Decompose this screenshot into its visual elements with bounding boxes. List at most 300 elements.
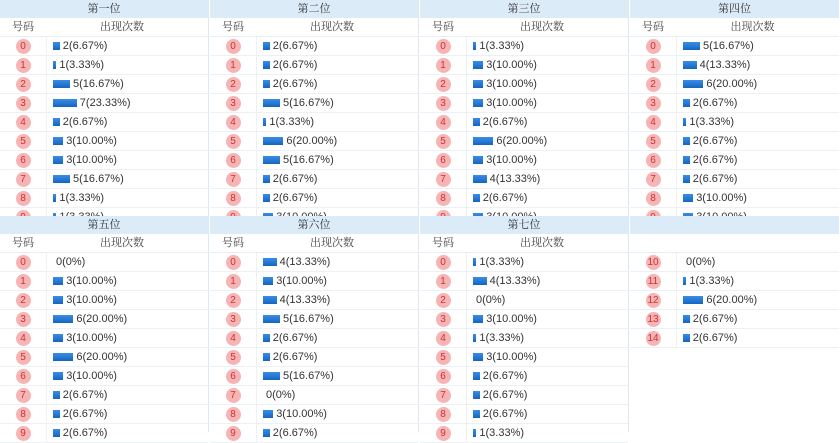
count-value: 2(6.67%) [272,351,318,363]
count-value: 3(10.00%) [486,313,537,325]
count-value: 5(16.67%) [283,370,334,382]
count-value: 3(10.00%) [66,370,117,382]
count-bar [263,258,277,266]
count-value: 2(6.67%) [272,59,318,71]
number-ball: 3 [436,312,451,327]
count-value: 3(10.00%) [696,192,747,204]
position-panel [420,216,629,439]
count-value: 2(6.67%) [272,427,318,439]
count-bar [263,118,266,126]
number-ball: 8 [646,191,661,206]
count-bar [53,277,63,285]
count-value: 2(6.67%) [482,192,528,204]
table-row [0,170,208,189]
table-row [0,113,208,132]
table-row [0,329,208,348]
number-cell [210,134,256,149]
number-cell [630,191,676,206]
count-value: 2(6.67%) [62,389,108,401]
count-cell [676,310,839,328]
column-header-count: 出现次数 [100,237,144,249]
number-cell [0,191,46,206]
number-ball: 5 [436,134,451,149]
column-header-count: 出现次数 [730,21,775,33]
count-value: 5(16.67%) [73,78,124,90]
count-bar [263,80,270,88]
count-bar [263,194,270,202]
count-cell [46,291,208,309]
table-row [420,94,628,113]
count-value: 2(6.67%) [692,154,738,166]
number-cell [420,134,466,149]
number-ball: 8 [436,407,451,422]
table-row [630,272,839,291]
number-ball: 8 [436,191,451,206]
count-value: 1(3.33%) [479,256,525,268]
count-value: 4(13.33%) [489,275,541,287]
column-header [630,18,839,37]
count-bar [263,429,270,437]
count-value: 1(3.33%) [479,332,525,344]
count-cell [676,189,839,207]
table-row [630,151,839,170]
number-cell [210,274,256,289]
number-cell [420,388,466,403]
number-cell [420,77,466,92]
column-header-number: 号码 [222,237,244,249]
column-header [0,234,208,253]
number-ball: 10 [647,256,659,268]
count-bar [263,296,277,304]
table-row [420,367,628,386]
table-row [420,189,628,208]
number-cell [210,312,256,327]
count-bar [53,429,60,437]
count-value: 3(10.00%) [276,408,327,420]
count-cell [46,329,208,347]
panel-title [630,216,839,234]
count-bar [473,353,483,361]
number-cell [210,153,256,168]
count-cell [466,170,628,188]
column-header-number: 号码 [642,21,664,33]
number-ball: 3 [436,96,451,111]
column-header-count: 出现次数 [100,21,144,33]
count-cell [256,113,418,131]
number-ball: 14 [647,332,659,344]
count-value: 4(13.33%) [699,59,751,71]
table-row [630,132,839,151]
count-cell [466,94,628,112]
number-cell [630,77,676,92]
table-row [210,37,418,56]
number-ball: 6 [226,369,241,384]
number-cell [630,255,676,270]
position-panel [0,216,209,439]
count-bar [683,118,686,126]
column-header-count: 出现次数 [310,21,354,33]
count-cell [46,56,208,74]
number-ball: 8 [16,191,31,206]
count-value: 4(13.33%) [489,173,541,185]
column-header-number: 号码 [432,21,454,33]
table-row [420,253,628,272]
count-bar [53,334,63,342]
count-cell [256,348,418,366]
count-cell [466,151,628,169]
table-row [210,253,418,272]
table-row [210,75,418,94]
number-cell [420,172,466,187]
number-cell [420,293,466,308]
count-cell [676,94,839,112]
number-cell [210,426,256,441]
count-cell [676,291,839,309]
count-bar [263,372,280,380]
count-bar [473,429,476,437]
count-cell [466,75,628,93]
count-cell [256,310,418,328]
count-cell [46,405,208,423]
count-cell [466,348,628,366]
count-bar [53,372,63,380]
number-ball: 4 [436,115,451,130]
panel-title: 第一位 [0,0,208,18]
column-header [420,18,628,37]
count-bar [473,42,476,50]
number-cell [630,331,676,346]
table-row [420,37,628,56]
number-cell [0,153,46,168]
count-value: 1(3.33%) [59,59,105,71]
count-cell [256,37,418,55]
column-header-number: 号码 [12,21,34,33]
count-cell [256,405,418,423]
number-cell [210,39,256,54]
count-value: 3(10.00%) [486,59,537,71]
table-row [0,37,208,56]
number-ball: 1 [436,58,451,73]
table-row [210,189,418,208]
table-row [0,405,208,424]
number-ball: 2 [226,293,241,308]
count-value: 2(6.67%) [482,116,528,128]
table-row [420,348,628,367]
count-value: 5(16.67%) [283,97,334,109]
table-row [420,405,628,424]
count-cell [256,253,418,271]
table-row [420,272,628,291]
count-bar [473,61,483,69]
table-row [210,386,418,405]
count-cell [46,151,208,169]
count-value: 2(6.67%) [692,173,738,185]
number-cell [630,39,676,54]
column-header [210,18,418,37]
count-value: 2(6.67%) [482,408,528,420]
table-row [210,405,418,424]
count-cell [466,291,628,309]
count-value: 2(6.67%) [272,40,318,52]
position-panel [630,216,839,432]
number-ball: 2 [646,77,661,92]
number-ball: 7 [16,172,31,187]
table-row [0,272,208,291]
table-row [210,94,418,113]
count-bar [263,42,270,50]
number-cell [0,172,46,187]
number-ball: 12 [647,294,659,306]
number-ball: 6 [646,153,661,168]
number-cell [420,274,466,289]
number-cell [0,426,46,441]
count-value: 2(6.67%) [62,408,108,420]
number-cell [0,293,46,308]
count-cell [256,94,418,112]
count-value: 1(3.33%) [59,192,105,204]
number-ball: 3 [226,312,241,327]
count-bar [53,353,73,361]
column-header [210,234,418,253]
count-value: 2(6.67%) [272,332,318,344]
count-value: 0(0%) [56,256,86,268]
table-row [0,310,208,329]
count-bar [263,334,270,342]
count-cell [676,132,839,150]
count-value: 1(3.33%) [689,116,735,128]
count-bar [683,315,690,323]
number-cell [0,350,46,365]
table-row [210,272,418,291]
count-cell [46,253,208,271]
count-value: 6(20.00%) [496,135,548,147]
count-value: 1(3.33%) [689,275,735,287]
number-ball: 0 [16,255,31,270]
count-bar [473,156,483,164]
count-value: 3(10.00%) [486,78,537,90]
count-bar [263,315,280,323]
count-bar [473,277,487,285]
number-ball: 9 [436,426,451,441]
count-cell [466,405,628,423]
count-cell [256,424,418,442]
column-header-count [676,234,839,252]
table-row [420,424,628,443]
number-ball: 6 [436,153,451,168]
number-cell [210,369,256,384]
number-cell [0,58,46,73]
count-cell [46,37,208,55]
number-ball: 7 [226,172,241,187]
number-cell [210,407,256,422]
number-ball: 7 [16,388,31,403]
count-bar [263,353,270,361]
count-bar [263,175,270,183]
number-ball: 1 [16,58,31,73]
count-cell [676,37,839,55]
table-row [420,170,628,189]
count-cell [256,291,418,309]
number-ball: 5 [436,350,451,365]
count-cell [256,151,418,169]
number-cell [420,312,466,327]
table-row [630,75,839,94]
count-bar [263,277,273,285]
number-cell [210,77,256,92]
table-row [630,170,839,189]
count-bar [683,42,700,50]
number-cell [420,255,466,270]
count-value: 1(3.33%) [479,40,525,52]
number-ball: 4 [16,331,31,346]
panel-title: 第四位 [630,0,839,18]
count-bar [53,175,70,183]
count-cell [256,272,418,290]
number-ball: 4 [226,115,241,130]
count-bar [473,258,476,266]
count-bar [53,61,56,69]
column-header-number: 号码 [222,21,244,33]
number-ball: 2 [16,77,31,92]
count-bar [53,99,77,107]
count-value: 6(20.00%) [706,294,758,306]
table-row [630,56,839,75]
number-cell [630,153,676,168]
count-cell [466,367,628,385]
number-ball: 11 [646,274,661,289]
count-value: 3(10.00%) [276,275,327,287]
count-bar [683,296,703,304]
number-cell [630,293,676,308]
table-row [420,113,628,132]
count-value: 5(16.67%) [703,40,754,52]
number-ball: 6 [16,369,31,384]
count-value: 3(10.00%) [486,97,537,109]
number-ball: 5 [16,134,31,149]
count-value: 5(16.67%) [283,313,334,325]
number-cell [210,172,256,187]
number-cell [420,350,466,365]
count-value: 2(6.67%) [62,116,108,128]
table-row [0,367,208,386]
count-bar [473,137,493,145]
number-cell [210,96,256,111]
count-bar [473,99,483,107]
number-ball: 8 [226,407,241,422]
table-row [630,113,839,132]
number-ball: 1 [436,274,451,289]
count-bar [263,99,280,107]
count-bar [683,99,690,107]
table-row [0,56,208,75]
count-bar [473,175,487,183]
panel-title: 第二位 [210,0,418,18]
count-value: 0(0%) [266,389,296,401]
number-ball: 7 [436,388,451,403]
count-cell [256,367,418,385]
position-panel [210,216,419,439]
number-ball: 5 [16,350,31,365]
number-ball: 8 [226,191,241,206]
number-cell [630,58,676,73]
column-header [0,18,208,37]
number-ball: 4 [226,331,241,346]
number-ball: 3 [16,96,31,111]
count-value: 4(13.33%) [279,294,331,306]
number-cell [630,96,676,111]
count-bar [473,334,476,342]
number-cell [420,331,466,346]
table-row [210,310,418,329]
count-cell [256,189,418,207]
number-cell [0,312,46,327]
table-row [630,94,839,113]
count-cell [676,272,839,290]
count-cell [256,386,418,404]
count-cell [466,386,628,404]
position-panel [420,0,629,216]
number-cell [210,58,256,73]
count-value: 7(23.33%) [79,97,131,109]
count-cell [676,329,839,347]
table-row [0,424,208,443]
number-cell [420,153,466,168]
column-header-number [630,234,676,252]
number-ball: 6 [436,369,451,384]
table-row [0,189,208,208]
number-cell [210,115,256,130]
number-cell [630,134,676,149]
table-row [210,132,418,151]
number-ball: 6 [226,153,241,168]
number-ball: 0 [226,39,241,54]
number-ball: 2 [16,293,31,308]
table-row [630,291,839,310]
number-cell [210,255,256,270]
number-ball: 3 [646,96,661,111]
number-cell [420,407,466,422]
number-ball: 2 [226,77,241,92]
count-bar [53,296,63,304]
number-cell [420,115,466,130]
count-value: 1(3.33%) [479,427,525,439]
count-bar [473,410,480,418]
position-panel [0,0,209,216]
number-ball: 7 [646,172,661,187]
number-ball: 0 [646,39,661,54]
table-row [0,291,208,310]
number-cell [0,77,46,92]
number-cell [0,331,46,346]
number-cell [420,191,466,206]
count-cell [676,170,839,188]
column-header-number: 号码 [12,237,34,249]
panel-title: 第五位 [0,216,208,234]
count-value: 2(6.67%) [272,173,318,185]
count-bar [473,80,483,88]
number-ball: 0 [16,39,31,54]
number-ball: 8 [16,407,31,422]
count-bar [683,194,693,202]
count-value: 3(10.00%) [66,154,117,166]
number-cell [630,312,676,327]
number-ball: 5 [646,134,661,149]
count-cell [466,272,628,290]
table-row [0,94,208,113]
number-ball: 1 [226,274,241,289]
count-bar [53,118,60,126]
count-bar [473,372,480,380]
